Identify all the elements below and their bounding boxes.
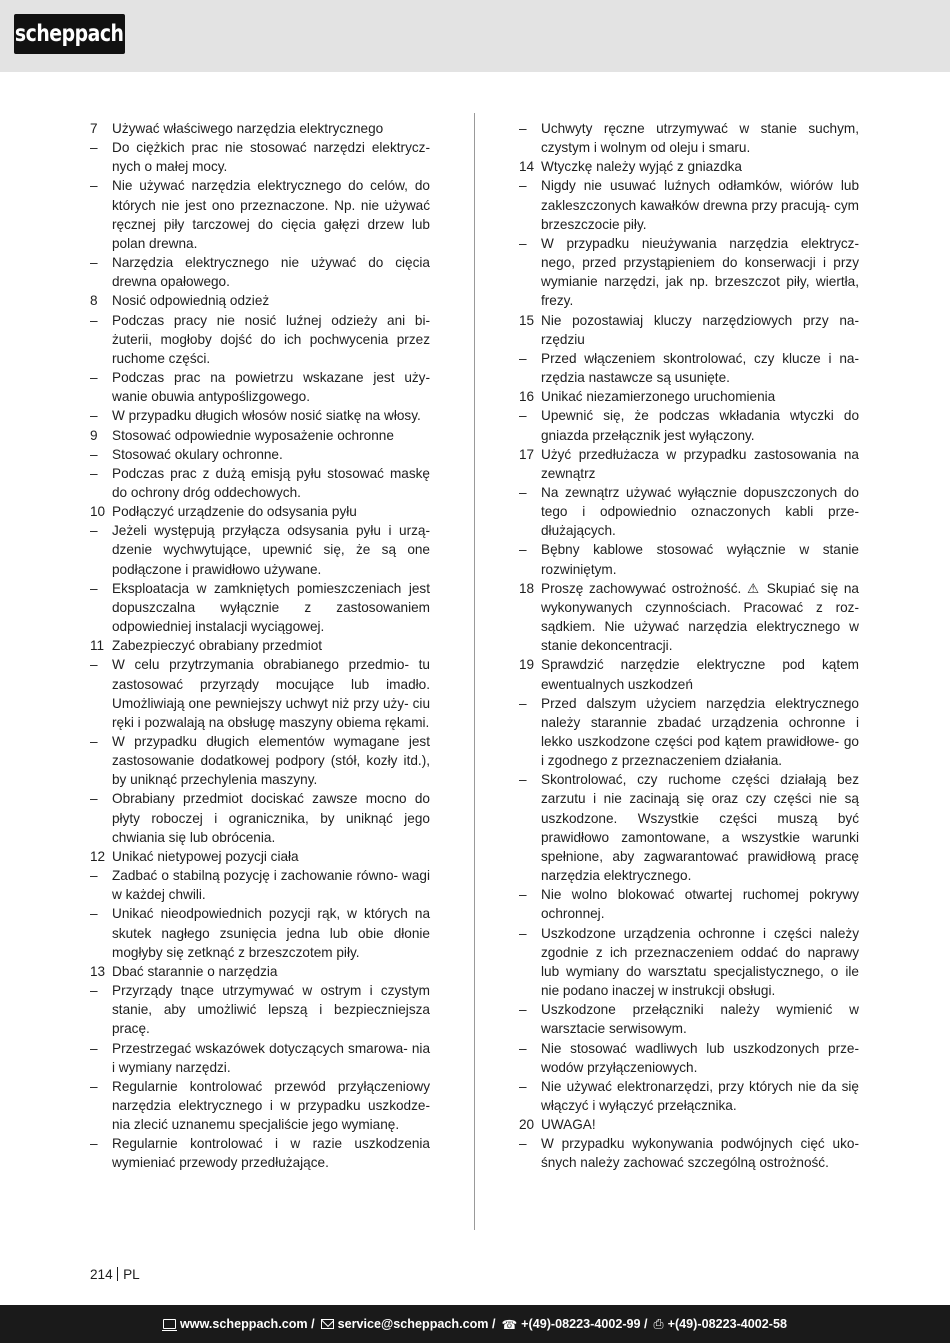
item-text: Podczas prac na powietrzu wskazane jest uży- wanie obuwia antypoślizgowego.	[112, 370, 430, 405]
item-text: Unikać nietypowej pozycji ciała	[112, 848, 299, 864]
bullet-item	[90, 789, 430, 846]
numbered-heading	[90, 119, 430, 138]
mail-icon	[321, 1319, 334, 1329]
item-text: Podczas prac z dużą emisją pyłu stosować maskę do ochrony dróg oddechowych.	[112, 465, 430, 500]
item-number: 13	[90, 963, 106, 979]
language-code: PL	[123, 1267, 140, 1282]
bullet-item	[90, 579, 430, 636]
dash-marker: –	[519, 121, 527, 136]
dash-marker: –	[519, 925, 527, 941]
item-number: 12	[90, 848, 106, 864]
numbered-heading	[519, 311, 859, 349]
item-number: 11	[90, 638, 105, 654]
item-text: Obrabiany przedmiot dociskać zawsze mocno do płyty roboczej i ogranicznika, by uniknąć jego chwiania się lub obrócenia.	[112, 791, 430, 845]
bullet-item	[519, 1134, 859, 1172]
bullet-item	[90, 866, 430, 904]
bullet-item	[90, 655, 430, 732]
dash-marker: –	[519, 1002, 527, 1018]
dash-marker: –	[519, 484, 527, 500]
item-text: Na zewnątrz używać wyłącznie dopuszczonych do tego i odpowiednio oznaczonych kabli prze- dłużających.	[541, 484, 859, 539]
dash-marker: –	[519, 695, 527, 711]
numbered-heading	[90, 636, 430, 655]
dash-marker: –	[90, 983, 98, 999]
dash-marker: –	[90, 178, 98, 194]
bullet-item	[90, 464, 430, 502]
item-number: 15	[519, 312, 535, 328]
dash-marker: –	[519, 1078, 527, 1094]
item-number: 16	[519, 389, 535, 405]
item-number: 18	[519, 580, 535, 596]
item-text: Stosować okulary ochronne.	[112, 446, 283, 462]
item-text: Skontrolować, czy ruchome części działają bez zarzutu i nie zacinają się oraz czy części nie są uszkodzone. Wszystkie części muszą być prawidłowo zamontowane, a wszystkie warunki spełnione, aby zagwarantować prawidłową pracę narzędzia elektrycznego.	[541, 772, 859, 884]
item-text: W celu przytrzymania obrabianego przedmio- tu zastosować przyrządy mocujące lub imadło. Umożliwiają one pewniejszy uchwyt niż przy uży- ciu ręki i pozwalają na obsługę maszyny obiema rękami.	[112, 657, 430, 730]
item-text: Przed dalszym użyciem narzędzia elektrycznego należy starannie zbadać urządzenia ochronne i lekko uszkodzone części pod kątem prawidłowe- go i zgodnego z przeznaczeniem działania.	[541, 695, 859, 769]
dash-marker: –	[90, 523, 98, 539]
bullet-item	[90, 1134, 430, 1172]
item-text: Wtyczkę należy wyjąć z gniazdka	[541, 159, 742, 175]
bullet-item	[519, 885, 859, 923]
dash-marker: –	[90, 312, 98, 328]
bullet-item	[90, 1077, 430, 1134]
bullet-item	[90, 253, 430, 291]
dash-marker: –	[90, 255, 98, 271]
item-text: Zabezpieczyć obrabiany przedmiot	[112, 638, 323, 654]
fax-icon: ⎙	[653, 1316, 664, 1331]
numbered-heading	[90, 291, 430, 310]
item-text: W przypadku wykonywania podwójnych cięć uko- śnych należy zachować szczególną ostrożność.	[541, 1136, 859, 1171]
bullet-item	[90, 1039, 430, 1077]
item-text: Przestrzegać wskazówek dotyczących smarowa- nia i wymiany narzędzi.	[112, 1040, 430, 1075]
dash-marker: –	[519, 235, 527, 251]
item-text: Używać właściwego narzędzia elektrycznego	[112, 121, 384, 136]
item-text: Przed włączeniem skontrolować, czy klucze i na- rzędzia nastawcze są usunięte.	[541, 350, 859, 386]
bullet-item	[519, 483, 859, 540]
page-number: 214	[90, 1267, 113, 1282]
item-text: UWAGA!	[541, 1117, 596, 1133]
item-text: Zadbać o stabilną pozycję i zachowanie równo- wagi w każdej chwili.	[112, 868, 430, 903]
item-text: Dbać starannie o narzędzia	[112, 963, 278, 979]
bullet-item	[90, 138, 430, 176]
item-text: Uszkodzone przełączniki należy wymienić w warsztacie serwisowym.	[541, 1002, 859, 1037]
item-number: 17	[519, 446, 535, 462]
bullet-item	[90, 311, 430, 368]
item-text: Eksploatacja w zamkniętych pomieszczeniach jest dopuszczalna wyłącznie z zastosowaniem odpowiedniej instalacji wyciągowej.	[112, 580, 430, 635]
item-text: Przyrządy tnące utrzymywać w ostrym i czystym stanie, aby umożliwić lepszą i bezpieczniejsza pracę.	[112, 983, 430, 1037]
numbered-heading	[519, 579, 859, 656]
dash-marker: –	[519, 542, 527, 558]
bullet-item	[90, 406, 430, 425]
bullet-item	[519, 770, 859, 885]
item-text: Proszę zachowywać ostrożność. ⚠ Skupiać się na wykonywanych czynnościach. Pracować z roz- sądkiem. Nie używać narzędzia elektrycznego w stanie dekoncentracji.	[541, 580, 859, 654]
item-text: Jeżeli występują przyłącza odsysania pyłu i urzą- dzenie wychwytujące, upewnić się, że są one podłączone i prawidłowo używane.	[112, 523, 430, 577]
dash-marker: –	[519, 1136, 527, 1152]
item-text: Uszkodzone urządzenia ochronne i części należy zgodnie z ich przeznaczeniem oddać do naprawy lub wymiany do warsztatu specjalistycznego, o ile nie podano inaczej w instrukcji obsługi.	[541, 925, 859, 999]
dash-marker: –	[519, 772, 527, 788]
item-text: Unikać nieodpowiednich pozycji rąk, w których na skutek nagłego zsunięcia jedna lub obie dłonie mogłyby się zetknąć z brzeszczotem piły.	[112, 906, 430, 960]
numbered-heading	[519, 157, 859, 176]
item-text: Upewnić się, że podczas wkładania wtyczki do gniazda przełącznik jest wyłączony.	[541, 408, 859, 443]
logo-text: scheppach	[15, 21, 124, 47]
dash-marker: –	[90, 140, 98, 156]
dash-marker: –	[90, 791, 98, 807]
bullet-item	[519, 119, 859, 157]
bullet-item	[519, 694, 859, 771]
bullet-item	[519, 406, 859, 444]
dash-marker: –	[90, 465, 98, 481]
item-text: Unikać niezamierzonego uruchomienia	[541, 389, 776, 405]
dash-marker: –	[90, 734, 98, 749]
fax-number: +(49)-08223-4002-58	[667, 1317, 788, 1331]
numbered-heading	[90, 426, 430, 445]
dash-marker: –	[90, 370, 98, 386]
dash-marker: –	[90, 906, 98, 922]
item-text: Nie pozostawiaj kluczy narzędziowych przy na- rzędziu	[541, 312, 859, 347]
dash-marker: –	[519, 887, 527, 903]
dash-marker: –	[90, 657, 98, 673]
dash-marker: –	[90, 1040, 98, 1056]
dash-marker: –	[90, 868, 98, 884]
bullet-item	[519, 1039, 859, 1077]
dash-marker: –	[90, 446, 98, 462]
computer-icon	[163, 1319, 176, 1329]
item-text: Nie stosować wadliwych lub uszkodzonych prze- wodów przyłączeniowych.	[541, 1040, 859, 1075]
phone-icon: ☎	[501, 1317, 518, 1332]
dash-marker: –	[90, 408, 98, 424]
website-link[interactable]: www.scheppach.com /	[179, 1317, 315, 1331]
bullet-item	[519, 234, 859, 311]
dash-marker: –	[519, 350, 527, 366]
numbered-heading	[90, 847, 430, 866]
item-number: 10	[90, 504, 106, 520]
bullet-item	[90, 904, 430, 961]
bullet-item	[90, 732, 430, 789]
item-text: Narzędzia elektrycznego nie używać do cięcia drewna opałowego.	[112, 255, 430, 290]
item-text: Do ciężkich prac nie stosować narzędzi elektrycz- nych o małej mocy.	[112, 140, 430, 175]
item-text: Nosić odpowiednią odzież	[112, 293, 270, 309]
bullet-item	[519, 1077, 859, 1115]
item-number: 7	[90, 121, 98, 136]
dash-marker: –	[90, 1136, 98, 1152]
bullet-item	[519, 1000, 859, 1038]
dash-marker: –	[519, 1040, 527, 1056]
item-text: Nigdy nie usuwać luźnych odłamków, wiórów lub zakleszczonych kawałków drewna przy pracują- cym brzeszczocie piły.	[541, 178, 859, 232]
bullet-item	[519, 924, 859, 1001]
phone-number: +(49)-08223-4002-99 /	[521, 1317, 648, 1331]
bullet-item	[519, 176, 859, 233]
dash-marker: –	[519, 178, 527, 194]
bullet-item	[90, 368, 430, 406]
item-text: Uchwyty ręczne utrzymywać w stanie suchym, czystym i wolnym od oleju i smaru.	[541, 121, 859, 156]
item-text: Sprawdzić narzędzie elektryczne pod kątem ewentualnych uszkodzeń	[541, 657, 859, 692]
item-number: 19	[519, 657, 535, 673]
numbered-heading	[519, 655, 859, 693]
item-number: 20	[519, 1117, 535, 1133]
dash-marker: –	[90, 1078, 98, 1094]
item-number: 9	[90, 427, 98, 443]
item-number: 14	[519, 159, 535, 175]
column-divider	[474, 113, 475, 1230]
item-text: Użyć przedłużacza w przypadku zastosowania na zewnątrz	[541, 446, 859, 481]
bullet-item	[90, 521, 430, 578]
item-text: Nie używać elektronarzędzi, przy których nie da się włączyć i wyłączyć przełącznika.	[541, 1078, 859, 1113]
bullet-item	[519, 540, 859, 578]
header-bar	[0, 0, 950, 72]
item-text: Stosować odpowiednie wyposażenie ochronne	[112, 427, 394, 443]
page-footer-label	[90, 1265, 140, 1284]
email-link[interactable]: service@scheppach.com /	[337, 1317, 496, 1331]
numbered-heading	[519, 445, 859, 483]
numbered-heading	[519, 387, 859, 406]
item-text: W przypadku długich elementów wymagane jest zastosowanie dodatkowej podpory (stół, kozły itd.), by uniknąć przechylenia maszyny.	[112, 734, 430, 788]
bullet-item	[519, 349, 859, 387]
numbered-heading	[519, 1115, 859, 1134]
bullet-item	[90, 445, 430, 464]
dash-marker: –	[90, 580, 98, 596]
dash-marker: –	[519, 408, 527, 424]
scheppach-logo[interactable]	[14, 14, 125, 54]
item-text: W przypadku długich włosów nosić siatkę na włosy.	[112, 408, 421, 424]
item-text: Regularnie kontrolować i w razie uszkodzenia wymieniać przewody przedłużające.	[112, 1136, 430, 1171]
item-text: Bębny kablowe stosować wyłącznie w stanie rozwiniętym.	[541, 542, 859, 577]
right-column	[519, 119, 859, 1173]
numbered-heading	[90, 502, 430, 521]
item-text: Regularnie kontrolować przewód przyłączeniowy narzędzia elektrycznego i w przypadku uszkodze- nia zlecić uznanemu specjaliście jego wymianę.	[112, 1078, 430, 1133]
item-text: Podłączyć urządzenie do odsysania pyłu	[112, 504, 357, 520]
numbered-heading	[90, 962, 430, 981]
left-column	[90, 119, 430, 1173]
footer-contact-bar	[0, 1305, 950, 1343]
item-text: Nie używać narzędzia elektrycznego do celów, do których nie jest ono przeznaczone. Np. nie używać ręcznej piły tarczowej do cięcia gałęzi drzew lub polan drewna.	[112, 178, 430, 251]
bullet-item	[90, 981, 430, 1038]
item-text: W przypadku nieużywania narzędzia elektrycz- nego, przed przystąpieniem do konserwacji i przy wymianie narzędzi, jak np. brzeszczot piły, wiertła, frezy.	[541, 235, 859, 309]
item-text: Nie wolno blokować otwartej ruchomej pokrywy ochronnej.	[541, 887, 859, 922]
item-number: 8	[90, 293, 98, 309]
item-text: Podczas pracy nie nosić luźnej odzieży ani bi- żuterii, mogłoby dojść do ich pochwycenia przez ruchome części.	[112, 312, 430, 366]
page-separator	[117, 1267, 118, 1281]
bullet-item	[90, 176, 430, 253]
